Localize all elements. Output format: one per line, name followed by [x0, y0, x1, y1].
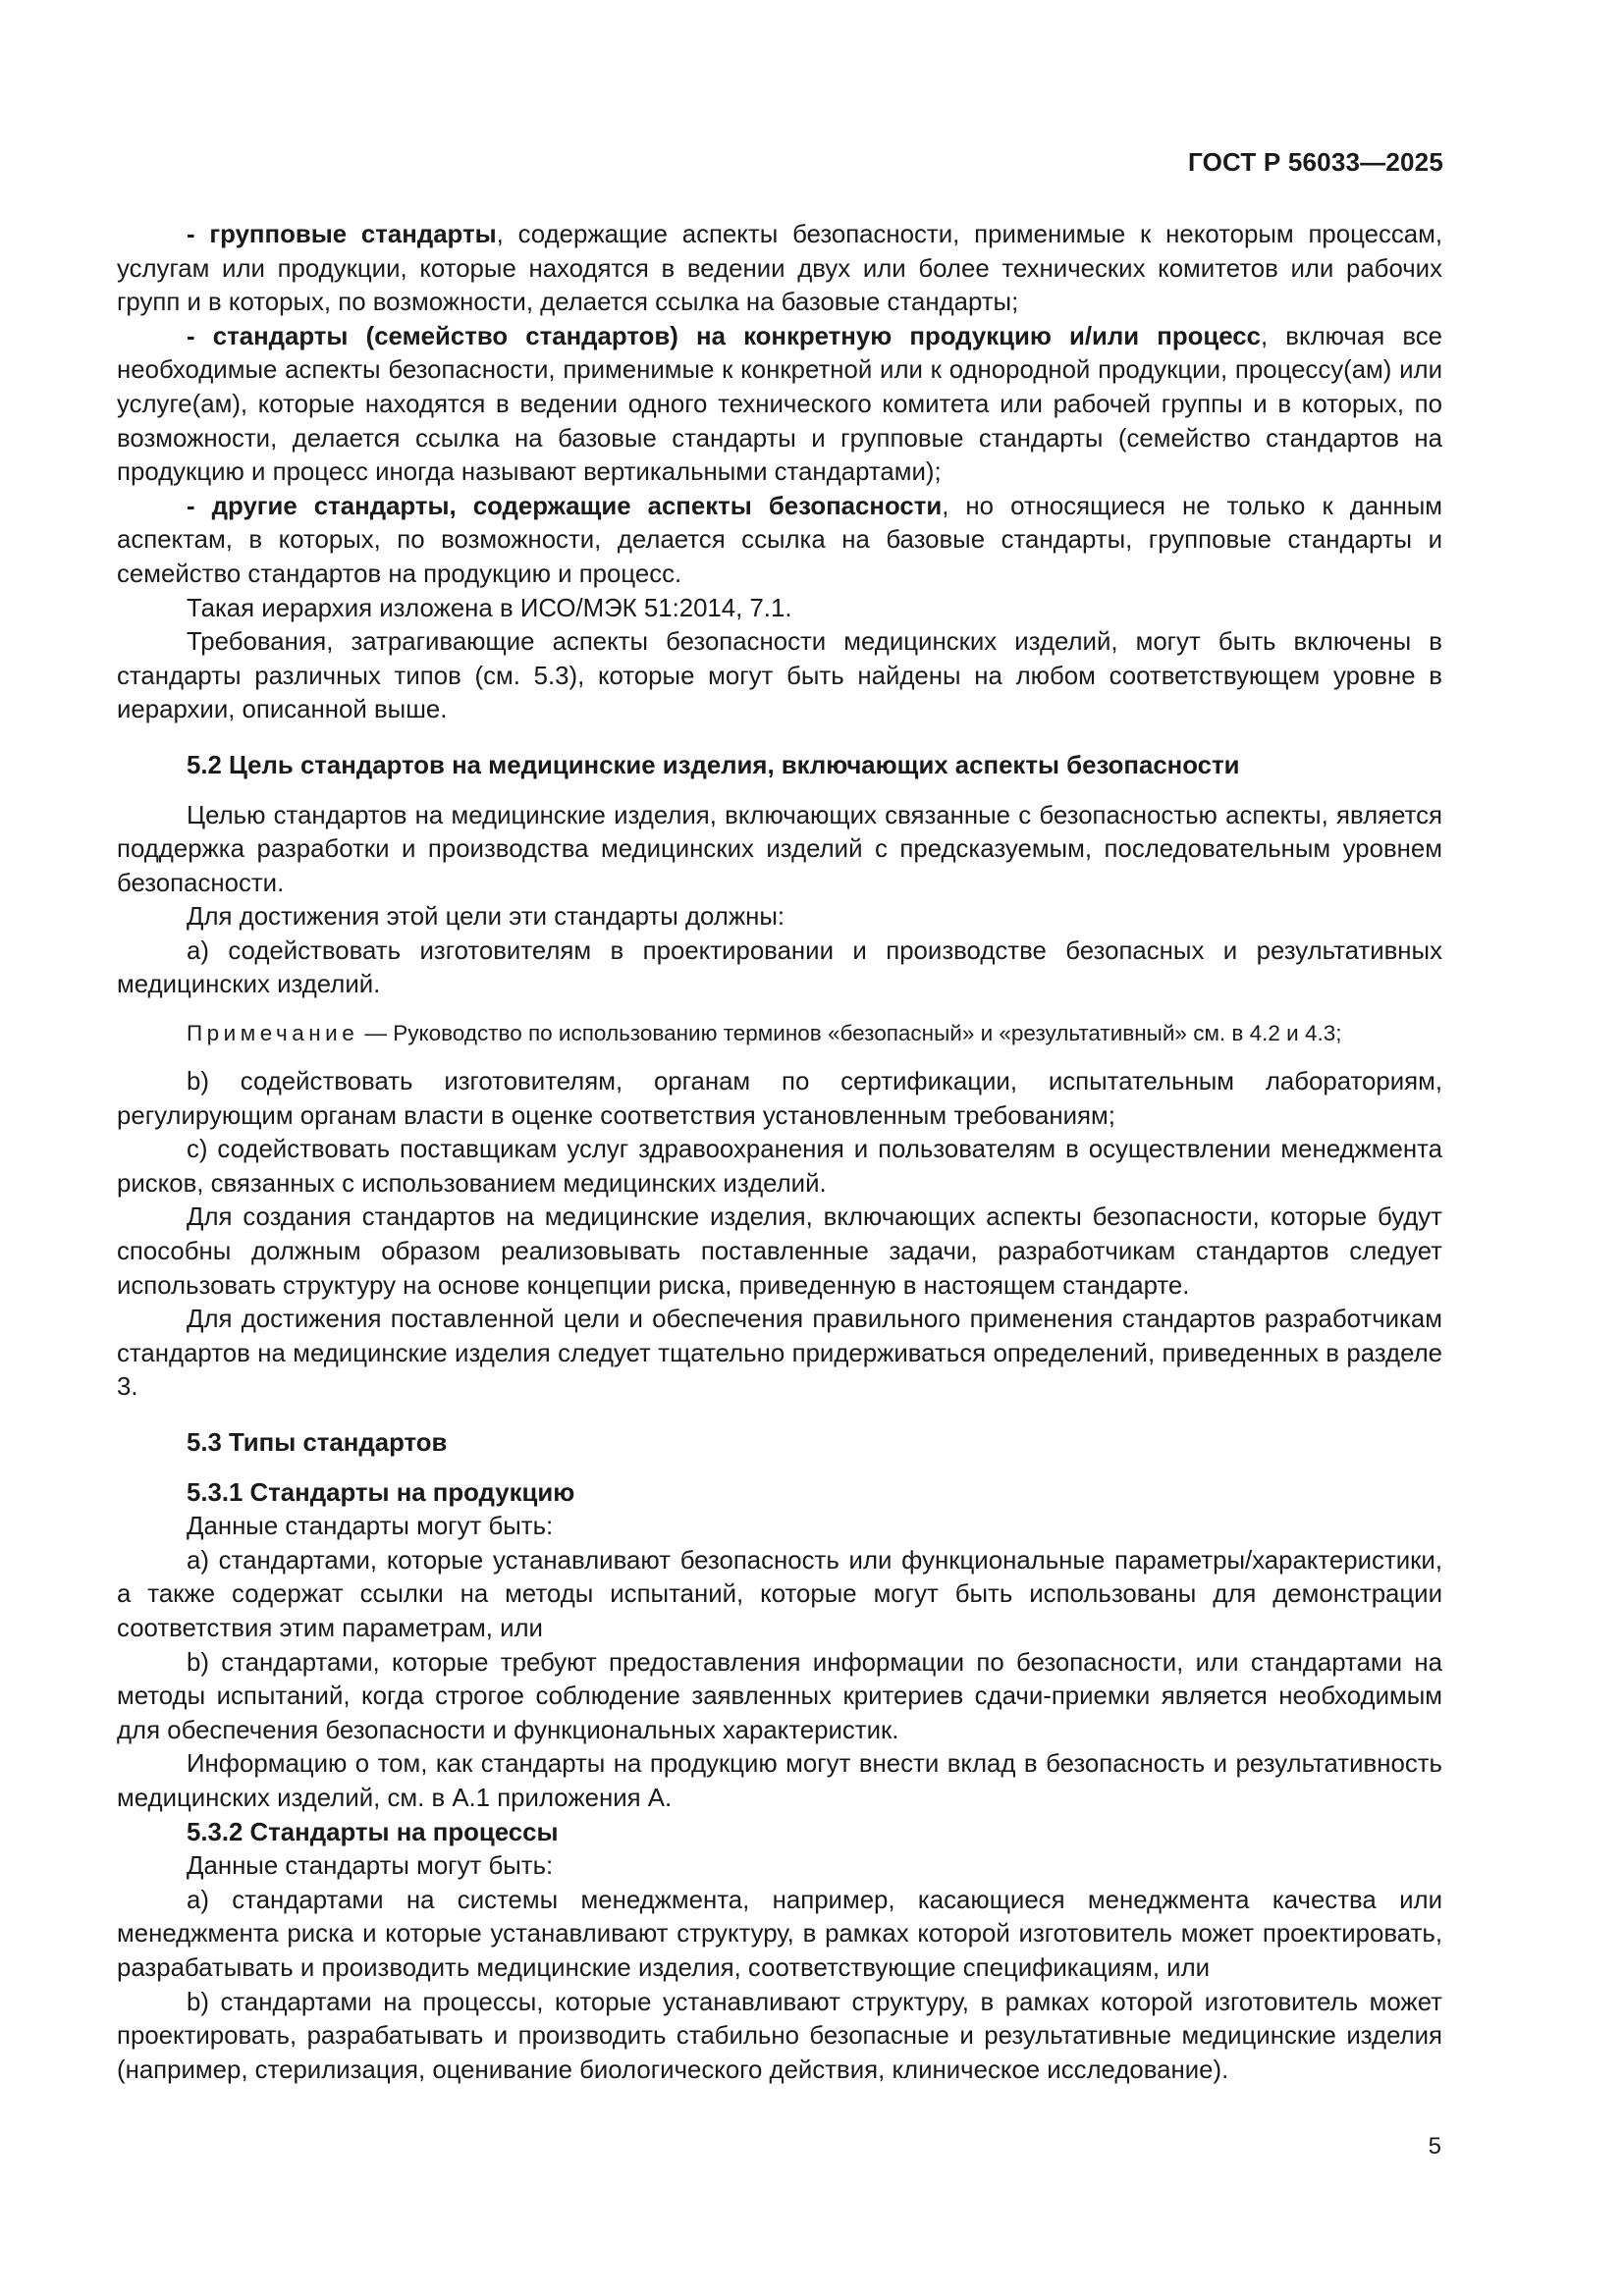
paragraph: Для достижения поставленной цели и обеспечения правильного применения стандартов разработчикам стандартов на медицинские изделия следует тщательно придерживаться определений, приведенных в разделе 3.	[117, 1306, 1442, 1402]
term-bold: - другие стандарты, содержащие аспекты безопасности	[187, 492, 943, 520]
note-text: — Руководство по использованию терминов «безопасный» и «результативный» см. в 4.2 и 4.3;	[358, 1021, 1342, 1046]
paragraph-hierarchy-ref: Такая иерархия изложена в ИСО/МЭК 51:2014, 7.1.	[187, 594, 792, 622]
page-number: 5	[1428, 2133, 1441, 2160]
paragraph: Для создания стандартов на медицинские изделия, включающих аспекты безопасности, которые будут способны должным образом реализовывать поставленные задачи, разработчикам стандартов следует использовать структуру на основе концепции риска, приведенную в настоящем стандарте.	[117, 1203, 1442, 1300]
list-item-c: c) содействовать поставщикам услуг здравоохранения и пользователям в осуществлении менеджмента рисков, связанных с использованием медицинских изделий.	[117, 1136, 1442, 1198]
term-bold: - групповые стандарты	[187, 221, 497, 248]
list-item-b: b) содействовать изготовителям, органам по сертификации, испытательным лабораториям, регулирующим органам власти в оценке соответствия установленным требованиям;	[117, 1068, 1442, 1130]
paragraph-product-standards: - стандарты (семейство стандартов) на конкретную продукцию и/или процесс, включая все необходимые аспекты безопасности, применимые к конкретной или к однородной продукции, процессу(ам) или услуге(ам), которые находятся в ведении одного технического комитета или рабочей группы и в которых, по возможности, делается ссылка на базовые стандарты и групповые стандарты (семейство стандартов на продукцию и процесс иногда называют вертикальными стандартами);	[117, 322, 1442, 487]
paragraph: Данные стандарты могут быть:	[187, 1852, 554, 1881]
paragraph: Информацию о том, как стандарты на продукцию могут внести вклад в безопасность и результативность медицинских изделий, см. в А.1 приложения А.	[117, 1750, 1442, 1812]
paragraph: Данные стандарты могут быть:	[187, 1513, 554, 1541]
note-label: Примечание	[187, 1021, 359, 1046]
paragraph-requirements: Требования, затрагивающие аспекты безопасности медицинских изделий, могут быть включены в стандарты различных типов (см. 5.3), которые могут быть найдены на любом соответствующем уровне в иерархии, описанной выше.	[117, 628, 1442, 724]
subsection-heading-5-3-2: 5.3.2 Стандарты на процессы	[187, 1818, 559, 1846]
document-code: ГОСТ Р 56033—2025	[1188, 147, 1443, 177]
term-bold: - стандарты (семейство стандартов) на конкретную продукцию и/или процесс	[187, 322, 1261, 350]
section-heading-5-2: 5.2 Цель стандартов на медицинские изделия, включающих аспекты безопасности	[187, 751, 1240, 779]
subsection-heading-5-3-1: 5.3.1 Стандарты на продукцию	[187, 1478, 575, 1507]
list-item-a: a) стандартами на системы менеджмента, например, касающиеся менеджмента качества или менеджмента риска и которые устанавливают структуру, в рамках которой изготовитель может проектировать, разрабатывать и производить медицинские изделия, соответствующие спецификациям, или	[117, 1886, 1442, 1982]
list-item-a: a) стандартами, которые устанавливают безопасность или функциональные параметры/характеристики, а также содержат ссылки на методы испытаний, которые могут быть использованы для демонстрации соответствия этим параметрам, или	[117, 1546, 1442, 1642]
list-item-b: b) стандартами, которые требуют предоставления информации по безопасности, или стандартами на методы испытаний, когда строгое соблюдение заявленных критериев сдачи-приемки является необходимым для обеспечения безопасности и функциональных характеристик.	[117, 1648, 1442, 1744]
note	[117, 1018, 1442, 1049]
section-heading-5-3: 5.3 Типы стандартов	[187, 1429, 448, 1457]
paragraph: Целью стандартов на медицинские изделия, включающих связанные с безопасностью аспекты, является поддержка разработки и производства медицинских изделий с предсказуемым, последовательным уровнем безопасности.	[117, 801, 1442, 897]
paragraph: Для достижения этой цели эти стандарты должны:	[187, 903, 785, 932]
paragraph-group-standards: - групповые стандарты, содержащие аспекты безопасности, применимые к некоторым процессам, услугам или продукции, которые находятся в ведении двух или более технических комитетов или рабочих групп и в которых, по возможности, делается ссылка на базовые стандарты;	[117, 221, 1442, 317]
list-item-a: a) содействовать изготовителям в проектировании и производстве безопасных и результативных медицинских изделий.	[117, 936, 1442, 999]
list-item-b: b) стандартами на процессы, которые устанавливают структуру, в рамках которой изготовитель может проектировать, разрабатывать и производить стабильно безопасные и результативные медицинские изделия (например, стерилизация, оценивание биологического действия, клиническое исследование).	[117, 1988, 1442, 2084]
paragraph-other-standards: - другие стандарты, содержащие аспекты безопасности, но относящиеся не только к данным аспектам, в которых, по возможности, делается ссылка на базовые стандарты, групповые стандарты и семейство стандартов на продукцию и процесс.	[117, 492, 1442, 588]
document-body	[117, 218, 1442, 2087]
